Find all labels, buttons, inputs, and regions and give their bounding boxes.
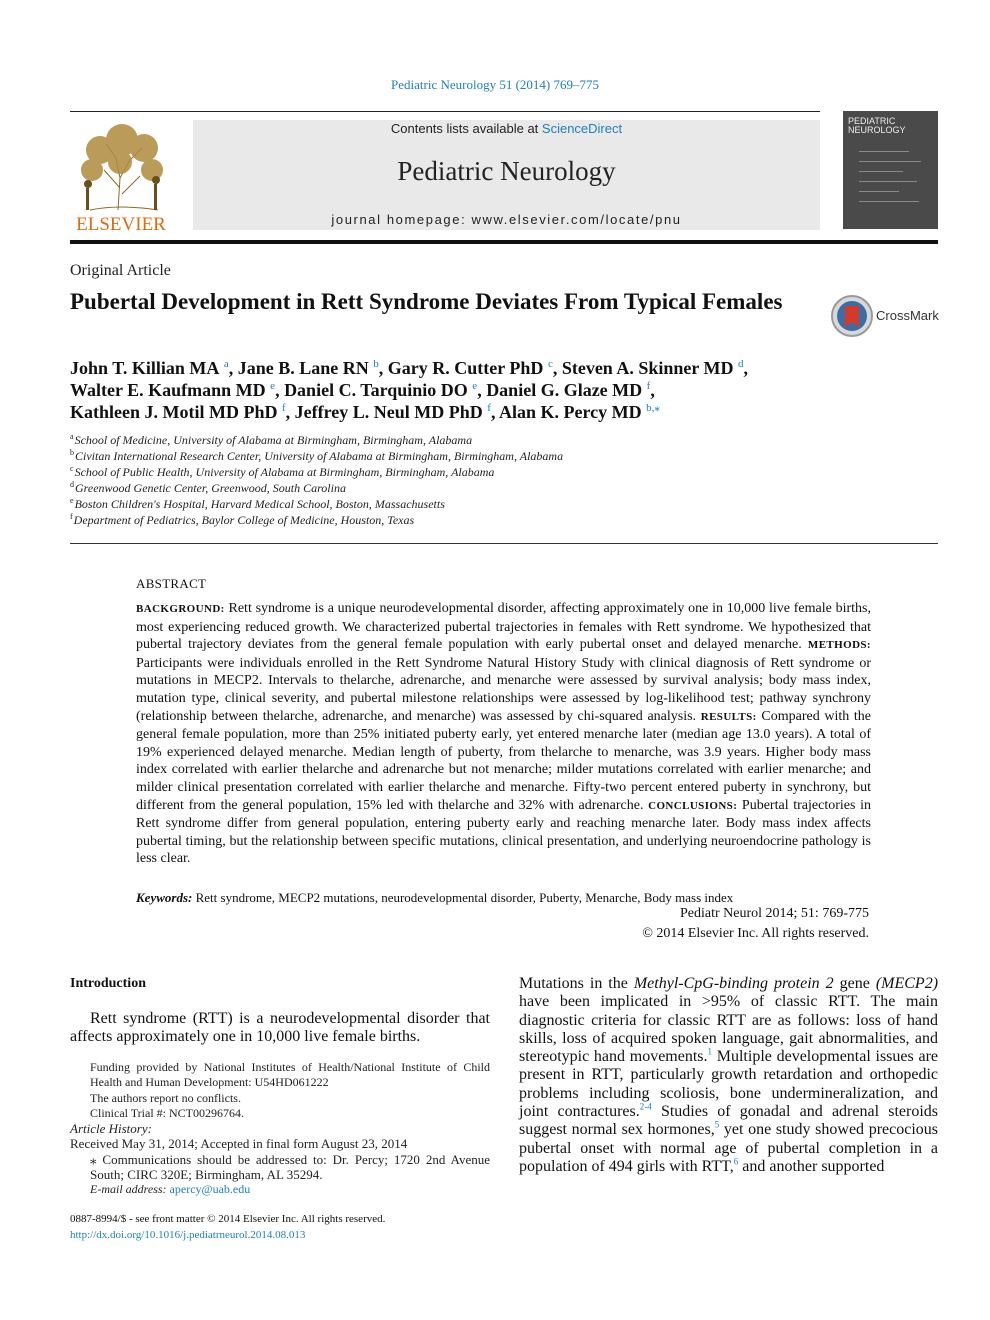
author[interactable]: Steven A. Skinner MD $^d$: [561, 358, 744, 378]
cover-title-line1: PEDIATRIC: [848, 116, 896, 126]
journal-header: [193, 120, 820, 230]
affiliation: $^f$Department of Pediatrics, Baylor College of Medicine, Houston, Texas: [70, 512, 415, 527]
header-rule: [70, 111, 820, 112]
email-link[interactable]: apercy@uab.edu: [169, 1182, 251, 1197]
article-footer: [70, 1211, 490, 1243]
journal-name: Pediatric Neurology: [397, 156, 616, 186]
affiliation: $^d$Greenwood Genetic Center, Greenwood, South Carolina: [70, 480, 346, 495]
conclusions-text: Pubertal trajectories in Rett syndrome differ from general population, entering puberty early and reaching menarche later. Body mass index affects pubertal timing, but the relationship between specific mutations, clinical presentation, and underlying neuroendocrine pathology is less clear.: [136, 797, 871, 867]
author-list: John T. Killian MA $^a$, Jane B. Lane RN $^b$, Gary R. Cutter PhD $^c$, Steven A. Skinner MD $^d$, Walter E. Kaufmann MD $^e$, Daniel C. Tarquinio DO $^e$, Daniel G. Glaze MD $^f$, Kathleen J. Motil MD PhD $^f$, Jeffrey L. Neul MD PhD $^f$, Alan K. Percy MD $^{b,⁎}$: [70, 358, 749, 422]
funding-note: Funding provided by National Institutes of Health/National Institute of Child Health and Human Development: U54HD061222: [90, 1060, 490, 1090]
affiliation: $^a$School of Medicine, University of Alabama at Birmingham, Birmingham, Alabama: [70, 432, 473, 447]
ref-link[interactable]: 1: [707, 1046, 713, 1057]
copyright: © 2014 Elsevier Inc. All rights reserved.: [642, 926, 869, 941]
journal-homepage[interactable]: journal homepage: www.elsevier.com/locate/pnu: [331, 212, 682, 227]
introduction-paragraph: Rett syndrome (RTT) is a neurodevelopmental disorder that affects approximately one in 10,000 live female births.: [70, 1010, 490, 1045]
results-label: RESULTS:: [700, 710, 757, 723]
gene-name: Methyl-CpG-binding protein 2: [633, 975, 834, 992]
cover-title-line2: NEUROLOGY: [848, 125, 906, 135]
results-text: Compared with the general female population, more than 25% initiated puberty early, yet entered menarche later (median age 13.0 years). A total of 19% experienced delayed menarche. Median length of puberty, from thelarche to menarche, was 3.9 years. Higher body mass index correlated with earlier thelarche and adrenarche but not menarche; milder mutations correlated with earlier menarche; and milder clinical presentation correlated with earlier thelarche and menarche. Fifty-two percent entered puberty in synchrony, but different from the general population, 15% led with thelarche and 32% with adrenarche.: [136, 708, 871, 813]
crossmark-label: CrossMark: [876, 308, 939, 323]
publication-note: [642, 904, 869, 944]
author[interactable]: Daniel C. Tarquinio DO $^e$: [284, 380, 478, 400]
elsevier-tree-icon: [70, 118, 172, 236]
correspondence-note: ⁎ Communications should be addressed to: Dr. Percy; 1720 2nd Avenue South; CIRC 320E; Birmingham, AL 35294.: [90, 1151, 490, 1183]
cover-line: [859, 201, 919, 202]
methods-label: METHODS:: [807, 639, 871, 652]
keywords-label: Keywords:: [136, 890, 193, 905]
cover-line: [859, 151, 909, 152]
author[interactable]: John T. Killian MA $^a$: [70, 358, 229, 378]
author[interactable]: Alan K. Percy MD $^{b,⁎}$: [498, 402, 660, 422]
ref-link[interactable]: 6: [733, 1156, 739, 1167]
article-type: Original Article: [70, 262, 171, 279]
abstract-body: [136, 600, 871, 868]
crossmark-icon: [830, 294, 874, 338]
introduction-heading: Introduction: [70, 976, 146, 991]
abstract-heading: ABSTRACT: [136, 576, 207, 591]
cover-line: [859, 191, 899, 192]
journal-reference: Pediatr Neurol 2014; 51: 769-775: [680, 906, 869, 921]
ref-link[interactable]: 5: [714, 1120, 720, 1131]
background-text: Rett syndrome is a unique neurodevelopmental disorder, affecting approximately one in 10,000 live female births, most experiencing reduced growth. We characterized pubertal trajectories in females with Rett syndrome. We hypothesized that pubertal trajectory deviates from the general female population with early pubertal onset and delayed menarche.: [136, 601, 871, 653]
publisher-name: ELSEVIER: [76, 214, 166, 235]
article-title: Pubertal Development in Rett Syndrome Deviates From Typical Females: [70, 289, 783, 314]
section-rule: [70, 543, 938, 544]
gene-abbr: (MECP2): [875, 975, 939, 992]
right-column-text: Mutations in the Methyl-CpG-binding protein 2 gene (MECP2) have been implicated in >95% of classic RTT. The main diagnostic criteria for classic RTT are as follows: loss of hand skills, loss of acquired spoken language, gait abnormalities, and stereotypic hand movements.$^1$ Multiple developmental issues are present in RTT, particularly growth retardation and orthopedic problems including scoliosis, bone undermineralization, and joint contractures.$^{2-4}$ Studies of gonadal and adrenal steroids suggest normal sex hormones,$^5$ yet one study showed precocious pubertal onset with normal age of pubertal completion in a population of 494 girls with RTT,$^6$ and another supported: [519, 975, 939, 1175]
footnotes: [70, 1060, 490, 1198]
affiliation: $^b$Civitan International Research Center, University of Alabama at Birmingham, Birmingham, Alabama: [70, 448, 564, 463]
affiliations: [70, 432, 770, 528]
trial-note: Clinical Trial #: NCT00296764.: [90, 1105, 245, 1120]
author[interactable]: Walter E. Kaufmann MD $^e$: [70, 380, 276, 400]
conclusions-label: CONCLUSIONS:: [648, 799, 738, 812]
ref-link[interactable]: 2-4: [639, 1101, 652, 1112]
methods-text: Participants were individuals enrolled in the Rett Syndrome Natural History Study with clinical diagnosis of Rett syndrome or mutations in MECP2. Intervals to thelarche, adrenarche, and menarche were assessed by survival analysis; body mass index, mutation type, clinical severity, and pubertal milestone relationships were assessed by log-likelihood test; pathway synchrony (relationship between thelarche, adrenarche, and menarche) was assessed by chi-squared analysis.: [136, 655, 871, 724]
author[interactable]: Jeffrey L. Neul MD PhD $^f$: [294, 402, 491, 422]
journal-cover[interactable]: [843, 111, 938, 229]
doi-link[interactable]: http://dx.doi.org/10.1016/j.pediatrneurol.2014.08.013: [70, 1229, 306, 1241]
contents-line: [193, 121, 820, 136]
cover-line: [859, 181, 917, 182]
elsevier-logo: [70, 118, 172, 236]
history-label: Article History:: [70, 1121, 152, 1137]
author[interactable]: Kathleen J. Motil MD PhD $^f$: [70, 402, 286, 422]
history-dates: Received May 31, 2014; Accepted in final form August 23, 2014: [70, 1136, 408, 1152]
sciencedirect-link[interactable]: ScienceDirect: [541, 121, 623, 136]
background-label: BACKGROUND:: [136, 603, 225, 615]
journal-citation[interactable]: Pediatric Neurology 51 (2014) 769–775: [391, 77, 599, 92]
email-label: E-mail address:: [90, 1182, 170, 1197]
contents-prefix: Contents lists available at: [390, 121, 542, 136]
header-thick-rule: [70, 240, 938, 244]
author[interactable]: Daniel G. Glaze MD $^f$: [486, 380, 651, 400]
crossmark-badge[interactable]: [830, 294, 942, 338]
keywords-text: Rett syndrome, MECP2 mutations, neurodevelopmental disorder, Puberty, Menarche, Body mass index: [192, 890, 734, 905]
affiliation: $^e$Boston Children's Hospital, Harvard Medical School, Boston, Massachusetts: [70, 496, 445, 511]
author[interactable]: Jane B. Lane RN $^b$: [237, 358, 379, 378]
affiliation: $^c$School of Public Health, University of Alabama at Birmingham, Birmingham, Alabama: [70, 464, 495, 479]
issn-line: 0887-8994/$ - see front matter © 2014 Elsevier Inc. All rights reserved.: [70, 1213, 386, 1225]
cover-line: [859, 161, 921, 162]
cover-line: [859, 171, 903, 172]
conflicts-note: The authors report no conflicts.: [90, 1090, 241, 1105]
author[interactable]: Gary R. Cutter PhD $^c$: [387, 358, 553, 378]
